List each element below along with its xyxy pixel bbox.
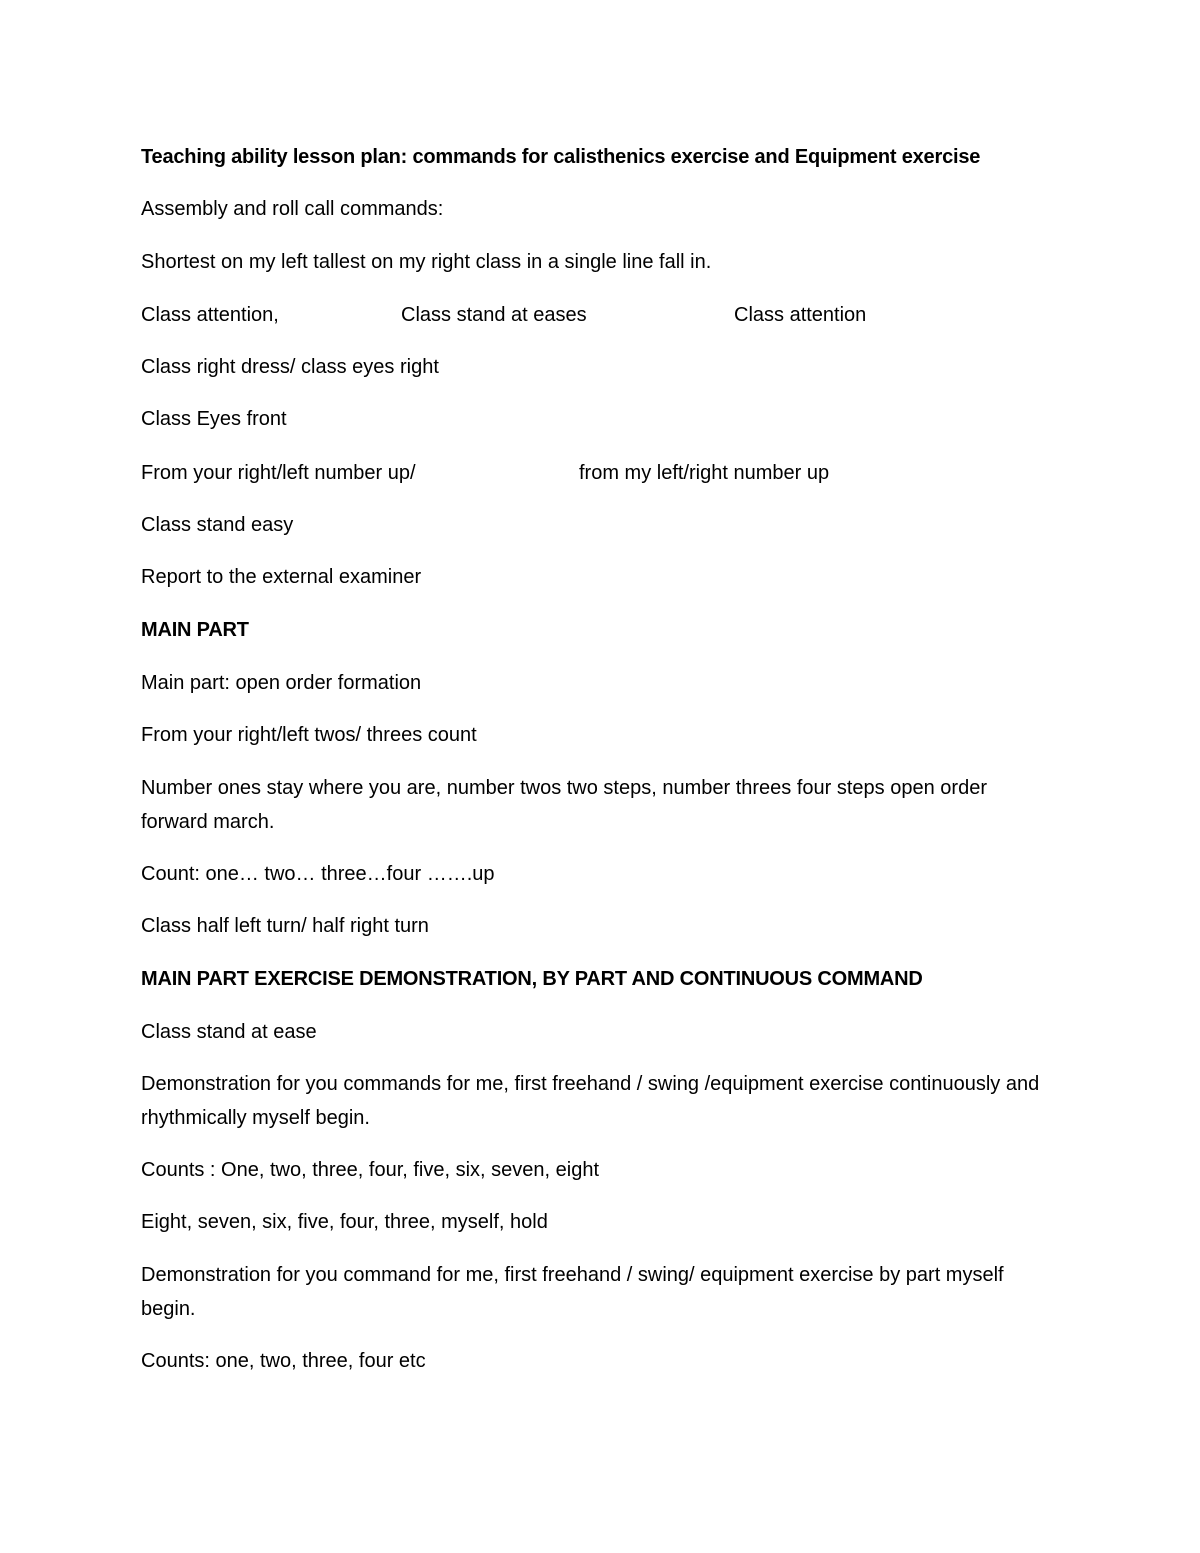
document-title: Teaching ability lesson plan: commands for calisthenics exercise and Equipment exercise: [141, 146, 981, 168]
stand-easy: Class stand easy: [141, 514, 294, 536]
number-ones-paragraph: Number ones stay where you are, number twos two steps, number threes four steps open order forward march.: [141, 777, 987, 833]
attention-row: [141, 298, 1041, 332]
assembly-heading: Assembly and roll call commands:: [141, 198, 444, 220]
class-attention-text-2: Class attention: [734, 304, 867, 326]
number-up-right-left: From your right/left number up/: [141, 462, 416, 484]
twos-threes-line: From your right/left twos/ threes count: [141, 724, 477, 746]
eyes-front: Class Eyes front: [141, 408, 287, 430]
demo-by-part-paragraph: Demonstration for you command for me, first freehand / swing/ equipment exercise by part myself begin.: [141, 1264, 1004, 1320]
demo-continuous-paragraph: Demonstration for you commands for me, first freehand / swing /equipment exercise continuously and rhythmically myself begin.: [141, 1073, 1040, 1129]
counts-etc-line: Counts: one, two, three, four etc: [141, 1350, 426, 1372]
main-part-heading: MAIN PART: [141, 619, 249, 641]
count-up-line: Count: one… two… three…four …….up: [141, 863, 495, 885]
counts-eight-line: Counts : One, two, three, four, five, six, seven, eight: [141, 1159, 600, 1181]
class-attention-text: Class attention,: [141, 304, 279, 326]
number-row: [141, 456, 1041, 490]
stand-at-eases-text: Class stand at eases: [401, 304, 587, 326]
stand-at-ease-line: Class stand at ease: [141, 1021, 317, 1043]
line-fall-in: Shortest on my left tallest on my right class in a single line fall in.: [141, 251, 712, 273]
report-line: Report to the external examiner: [141, 566, 422, 588]
demo-heading: MAIN PART EXERCISE DEMONSTRATION, BY PART AND CONTINUOUS COMMAND: [141, 968, 923, 990]
half-turn-line: Class half left turn/ half right turn: [141, 915, 429, 937]
right-dress: Class right dress/ class eyes right: [141, 356, 439, 378]
number-up-left-right: from my left/right number up: [579, 462, 830, 484]
open-order-line: Main part: open order formation: [141, 672, 422, 694]
counts-reverse-line: Eight, seven, six, five, four, three, myself, hold: [141, 1211, 548, 1233]
